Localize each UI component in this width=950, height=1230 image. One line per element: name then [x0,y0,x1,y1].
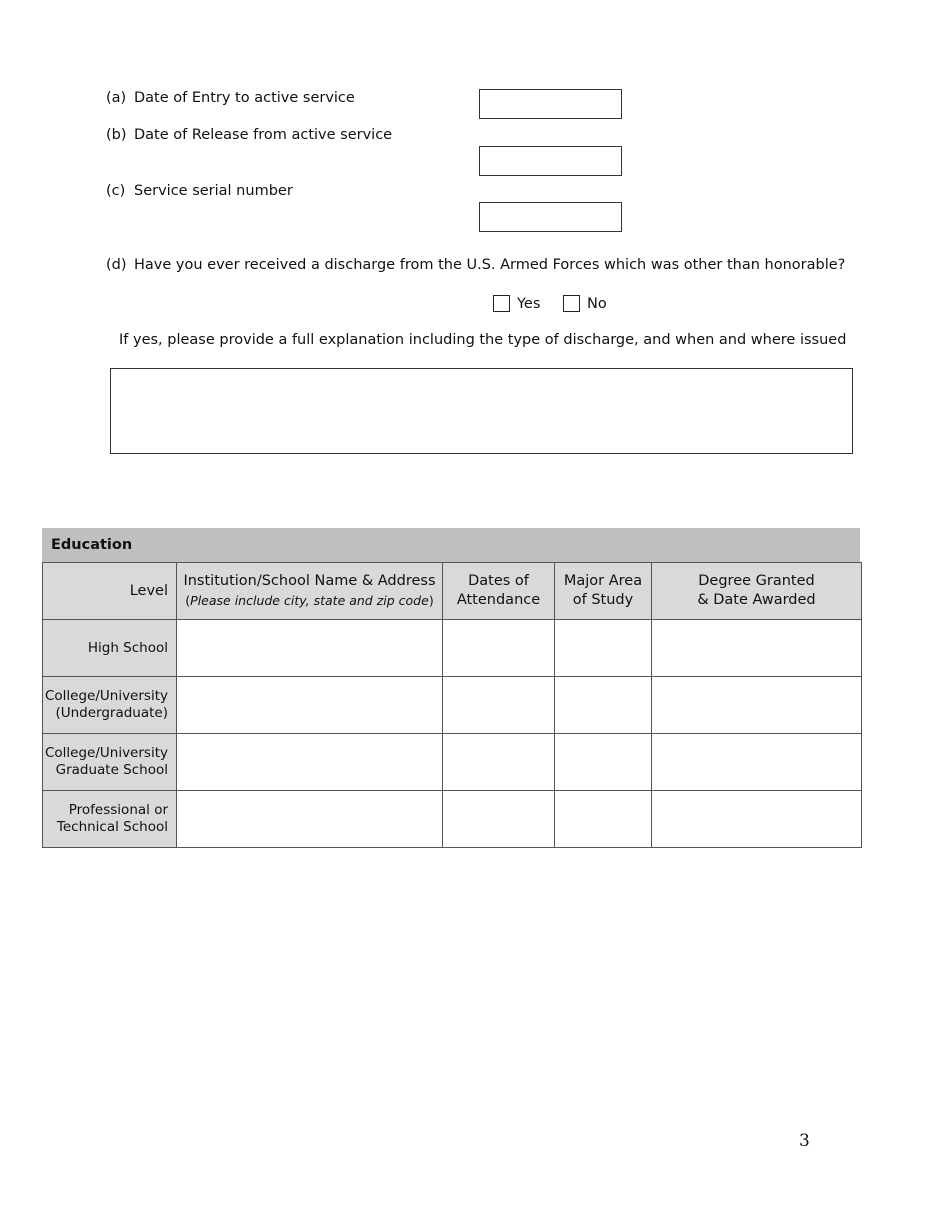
question-d-letter: (d) [106,257,127,273]
education-title: Education [51,537,133,553]
level-cell: High School [43,620,177,677]
question-a [106,90,355,106]
explanation-textarea[interactable] [110,368,853,454]
major-cell[interactable] [555,791,652,848]
yes-label: Yes [517,295,541,312]
dates-cell[interactable] [443,620,555,677]
institution-header [177,563,443,620]
dates-cell[interactable] [443,791,555,848]
question-a-letter: (a) [106,90,127,106]
degree-header-line2: & Date Awarded [697,592,816,608]
table-row [43,791,862,848]
institution-header-note: (Please include city, state and zip code) [185,593,434,608]
major-header-line1: Major Area [563,573,643,589]
degree-cell[interactable] [652,791,862,848]
question-c-letter: (c) [106,183,126,199]
degree-header [652,563,862,620]
degree-header-line1: Degree Granted [698,573,815,589]
question-c [106,183,293,199]
dates-header [443,563,555,620]
table-row [43,734,862,791]
institution-cell[interactable] [177,734,443,791]
dates-cell[interactable] [443,734,555,791]
page-number: 3 [799,1131,810,1151]
level-header: Level [43,563,177,620]
dates-header-line1: Dates of [468,573,529,589]
table-row [43,620,862,677]
explanation-prompt: If yes, please provide a full explanation including the type of discharge, and when and where issued [119,332,847,348]
institution-header-label: Institution/School Name & Address [183,573,436,589]
date-of-entry-field[interactable] [479,89,622,119]
question-c-text: Service serial number [134,183,293,199]
question-b [106,127,392,143]
degree-cell[interactable] [652,677,862,734]
service-serial-number-field[interactable] [479,202,622,232]
degree-cell[interactable] [652,734,862,791]
yes-checkbox[interactable] [493,295,510,312]
yes-option[interactable] [493,295,540,312]
education-header-row [43,563,862,620]
institution-cell[interactable] [177,677,443,734]
major-header [555,563,652,620]
major-header-line2: of Study [572,592,634,608]
education-section-header [42,528,860,562]
no-checkbox[interactable] [563,295,580,312]
question-d-text: Have you ever received a discharge from the U.S. Armed Forces which was other than honorable? [134,257,846,273]
level-cell: College/University (Undergraduate) [43,677,177,734]
major-cell[interactable] [555,677,652,734]
degree-cell[interactable] [652,620,862,677]
education-table [42,562,862,848]
question-b-letter: (b) [106,127,127,143]
no-label: No [587,295,607,312]
question-b-text: Date of Release from active service [134,127,393,143]
dates-header-line2: Attendance [456,592,541,608]
table-row [43,677,862,734]
level-cell: College/University Graduate School [43,734,177,791]
question-a-text: Date of Entry to active service [134,90,355,106]
major-cell[interactable] [555,620,652,677]
institution-cell[interactable] [177,791,443,848]
no-option[interactable] [563,295,607,312]
institution-cell[interactable] [177,620,443,677]
question-d [106,257,845,273]
dates-cell[interactable] [443,677,555,734]
level-cell: Professional or Technical School [43,791,177,848]
date-of-release-field[interactable] [479,146,622,176]
major-cell[interactable] [555,734,652,791]
